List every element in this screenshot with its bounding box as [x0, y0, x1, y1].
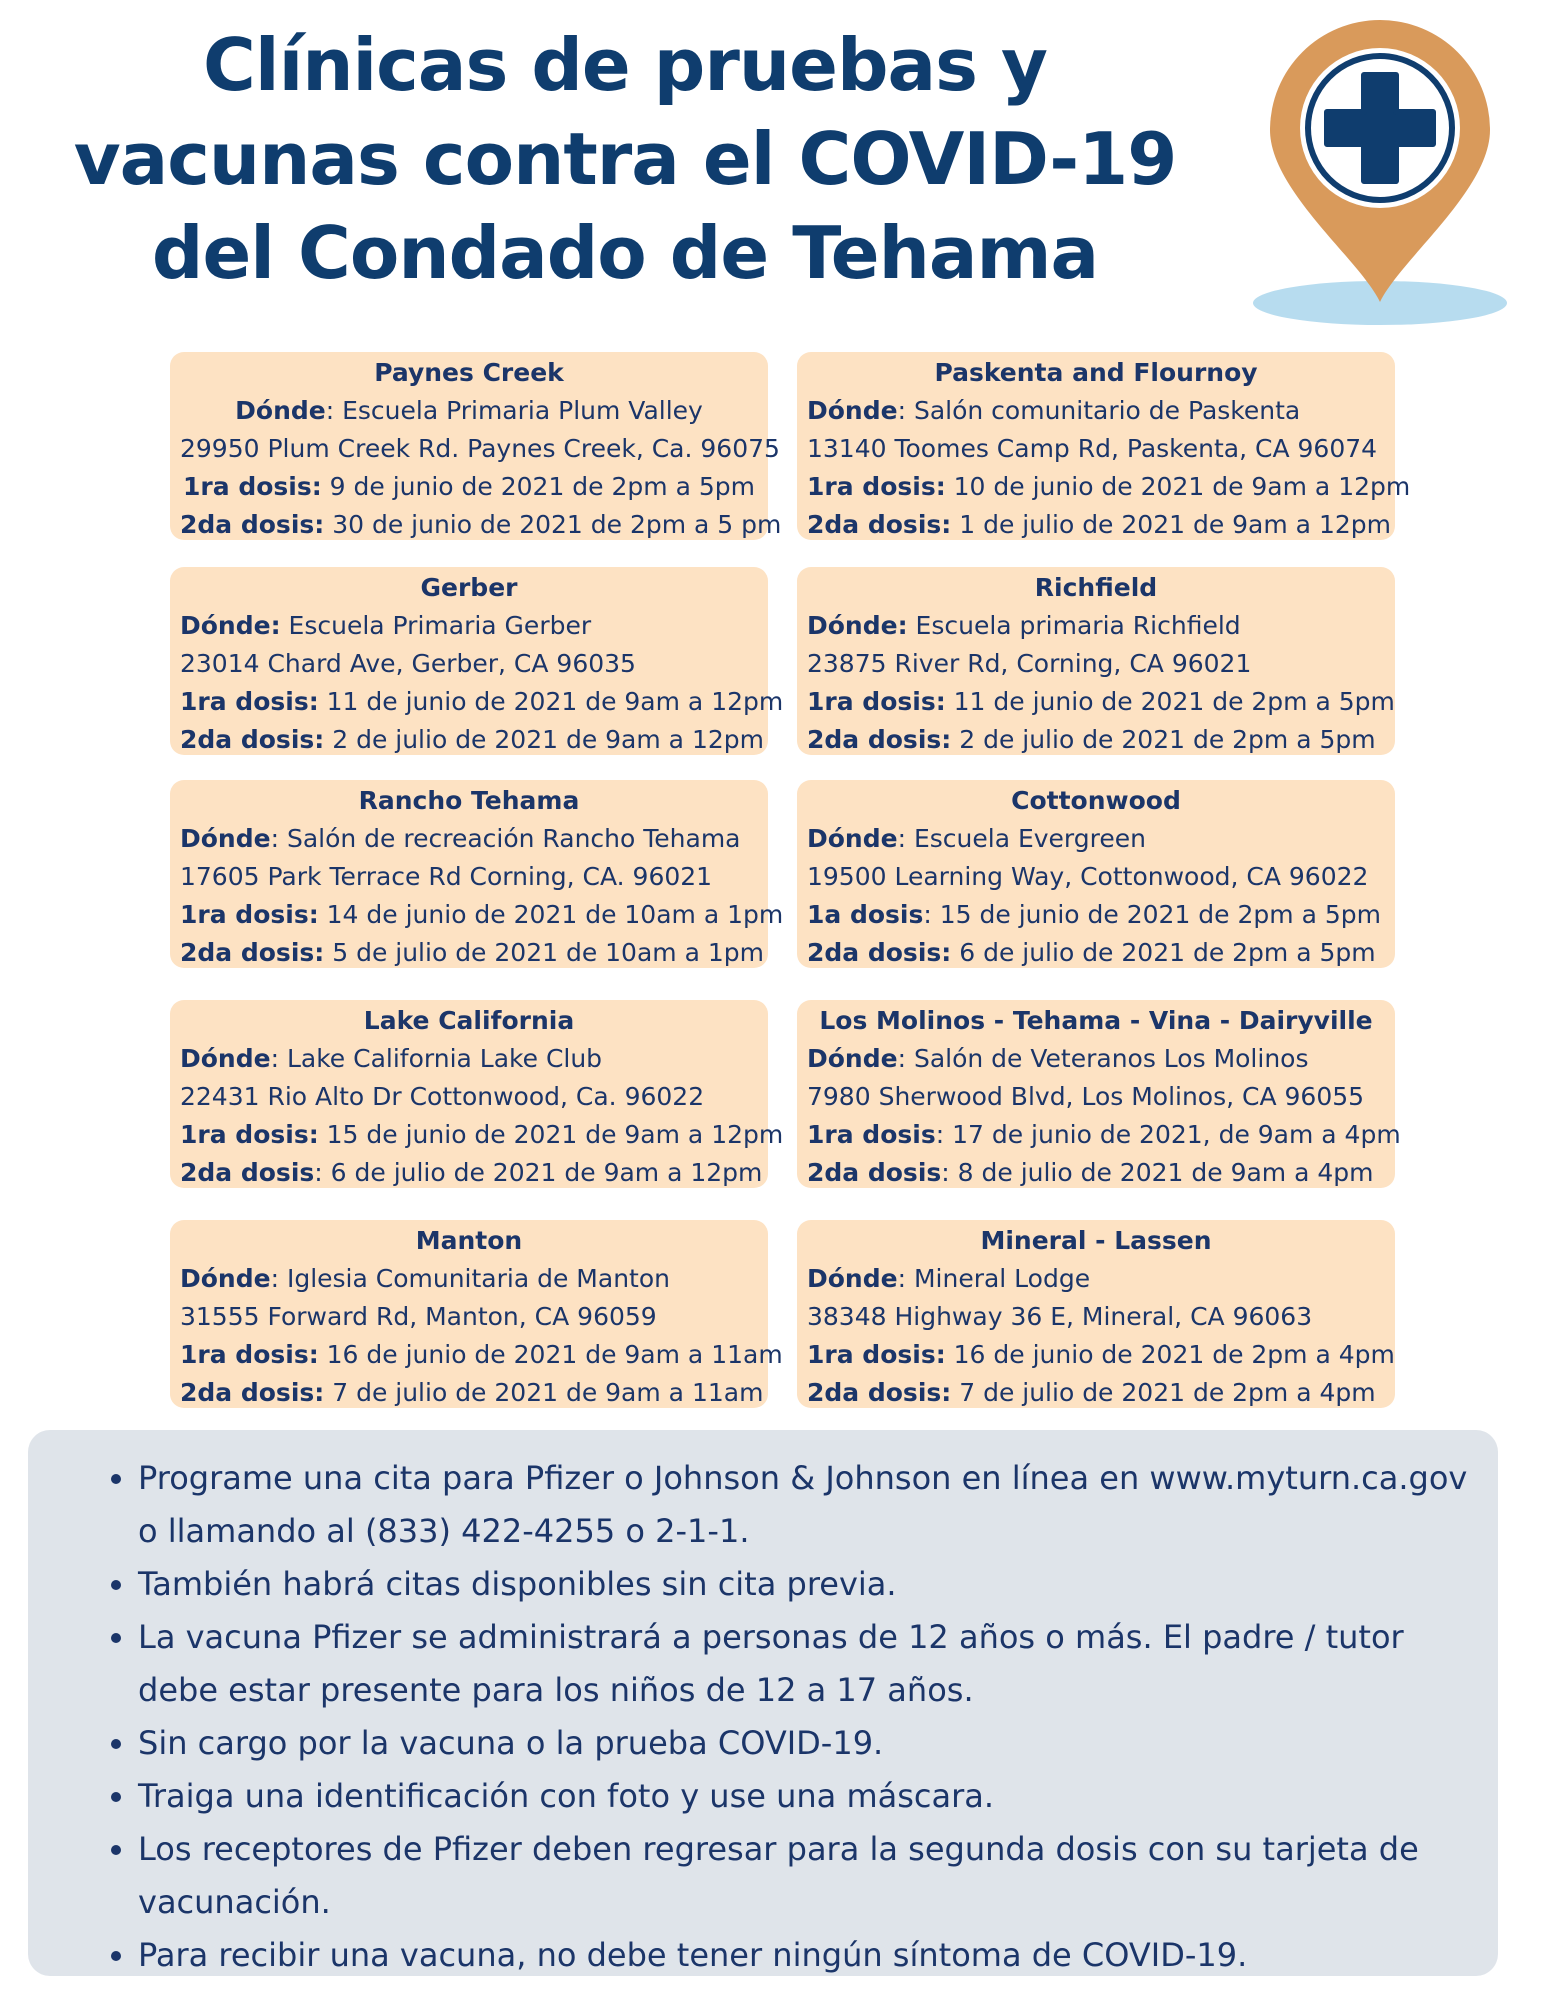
- clinic-card-richfield: Richfield Dónde: Escuela primaria Richfield 23875 River Rd, Corning, CA 96021 1ra dosis: 11 de junio de 2021 de 2pm a 5pm 2da dosis: 2 de julio de 2021 de 2pm a 5pm: [797, 567, 1395, 755]
- info-panel: [28, 1430, 1498, 1976]
- clinic-name: Los Molinos - Tehama - Vina - Dairyville: [819, 1006, 1373, 1035]
- clinic-name: Gerber: [420, 573, 518, 602]
- clinic-name: Cottonwood: [1011, 786, 1181, 815]
- clinic-card-mineral-lassen: Mineral - Lassen Dónde: Mineral Lodge 38348 Highway 36 E, Mineral, CA 96063 1ra dosis: 16 de junio de 2021 de 2pm a 4pm 2da dosis: 7 de julio de 2021 de 2pm a 4pm: [797, 1220, 1395, 1408]
- info-item-no-symptoms: • Para recibir una vacuna, no debe tener ningún síntoma de COVID-19.: [138, 1929, 1468, 1982]
- clinic-card-lake-california: Lake California Dónde: Lake California Lake Club 22431 Rio Alto Dr Cottonwood, Ca. 96022 1ra dosis: 15 de junio de 2021 de 9am a 12pm 2da dosis: 6 de julio de 2021 de 9am a 12pm: [170, 1000, 768, 1188]
- title-line-1: Clínicas de pruebas y: [203, 23, 1047, 107]
- clinic-card-cottonwood: Cottonwood Dónde: Escuela Evergreen 19500 Learning Way, Cottonwood, CA 96022 1a dosis: 15 de junio de 2021 de 2pm a 5pm 2da dosis: 6 de julio de 2021 de 2pm a 5pm: [797, 780, 1395, 968]
- clinic-card-manton: Manton Dónde: Iglesia Comunitaria de Manton 31555 Forward Rd, Manton, CA 96059 1ra dosis: 16 de junio de 2021 de 9am a 11am 2da dosis: 7 de julio de 2021 de 9am a 11am: [170, 1220, 768, 1408]
- clinic-name: Mineral - Lassen: [980, 1226, 1212, 1255]
- title-line-2: vacunas contra el COVID-19: [73, 117, 1177, 201]
- info-item-walk-in: • También habrá citas disponibles sin cita previa.: [138, 1558, 1468, 1611]
- clinic-name: Manton: [415, 1226, 523, 1255]
- clinic-name: Paskenta and Flournoy: [934, 358, 1258, 387]
- clinic-name: Rancho Tehama: [358, 786, 580, 815]
- info-item-age: • La vacuna Pfizer se administrará a personas de 12 años o más. El padre / tutor debe estar presente para los niños de 12 a 17 años.: [138, 1611, 1468, 1717]
- info-item-second-dose: • Los receptores de Pfizer deben regresar para la segunda dosis con su tarjeta de vacunación.: [138, 1823, 1468, 1929]
- clinic-name: Richfield: [1034, 573, 1158, 602]
- info-list: [96, 1452, 1468, 1982]
- clinic-card-paynes-creek: Paynes Creek Dónde: Escuela Primaria Plum Valley 29950 Plum Creek Rd. Paynes Creek, Ca. 96075 1ra dosis: 9 de junio de 2021 de 2pm a 5pm 2da dosis: 30 de junio de 2021 de 2pm a 5 pm: [170, 352, 768, 540]
- info-item-no-cost: • Sin cargo por la vacuna o la prueba COVID-19.: [138, 1717, 1468, 1770]
- info-item-appointment: • Programe una cita para Pfizer o Johnson & Johnson en línea en www.myturn.ca.gov o llamando al (833) 422-4255 o 2-1-1.: [138, 1452, 1468, 1558]
- clinic-card-los-molinos: Los Molinos - Tehama - Vina - Dairyville Dónde: Salón de Veteranos Los Molinos 7980 Sherwood Blvd, Los Molinos, CA 96055 1ra dosis: 17 de junio de 2021, de 9am a 4pm 2da dosis: 8 de julio de 2021 de 9am a 4pm: [797, 1000, 1395, 1188]
- title-line-3: del Condado de Tehama: [151, 211, 1099, 295]
- clinic-card-paskenta: Paskenta and Flournoy Dónde: Salón comunitario de Paskenta 13140 Toomes Camp Rd, Paskenta, CA 96074 1ra dosis: 10 de junio de 2021 de 9am a 12pm 2da dosis: 1 de julio de 2021 de 9am a 12pm: [797, 352, 1395, 540]
- clinic-name: Lake California: [363, 1006, 575, 1035]
- clinic-card-rancho-tehama: Rancho Tehama Dónde: Salón de recreación Rancho Tehama 17605 Park Terrace Rd Corning, CA. 96021 1ra dosis: 14 de junio de 2021 de 10am a 1pm 2da dosis: 5 de julio de 2021 de 10am a 1pm: [170, 780, 768, 968]
- info-item-id-mask: • Traiga una identificación con foto y use una máscara.: [138, 1770, 1468, 1823]
- location-pin-medical-cross-icon: [1240, 20, 1520, 330]
- clinic-name: Paynes Creek: [374, 358, 564, 387]
- page-title: [0, 18, 1250, 300]
- clinic-card-gerber: Gerber Dónde: Escuela Primaria Gerber 23014 Chard Ave, Gerber, CA 96035 1ra dosis: 11 de junio de 2021 de 9am a 12pm 2da dosis: 2 de julio de 2021 de 9am a 12pm: [170, 567, 768, 755]
